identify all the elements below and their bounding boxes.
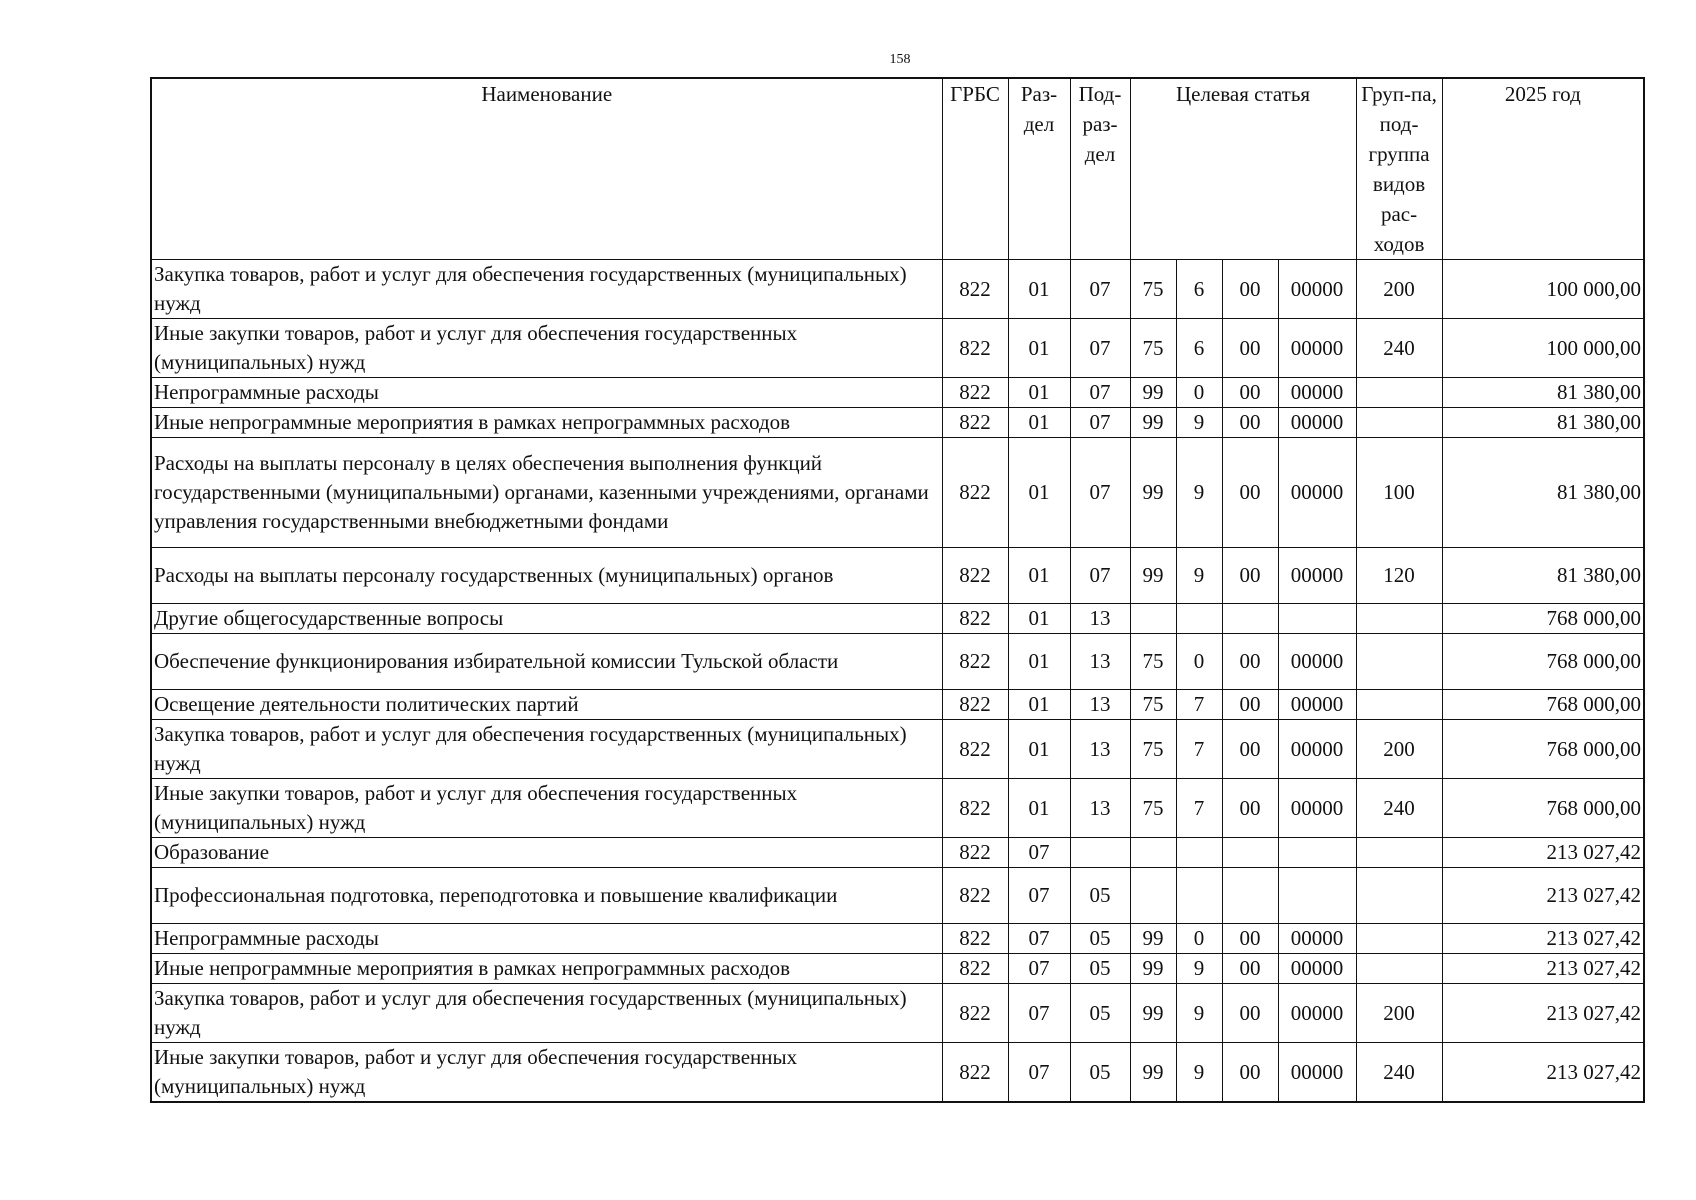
cell-target-direction: 00000	[1278, 260, 1356, 319]
cell-grbs: 822	[942, 548, 1008, 604]
cell-grbs: 822	[942, 1043, 1008, 1103]
cell-target-event: 00	[1222, 438, 1278, 548]
cell-target-event: 00	[1222, 319, 1278, 378]
header-podrazdel: Под-раз-дел	[1070, 78, 1130, 260]
cell-expense-group	[1356, 634, 1442, 690]
table-row	[151, 634, 1644, 690]
cell-target-subprogram: 9	[1176, 984, 1222, 1043]
cell-podrazdel: 05	[1070, 1043, 1130, 1103]
cell-amount-2025: 81 380,00	[1442, 548, 1644, 604]
table-row	[151, 438, 1644, 548]
cell-amount-2025: 81 380,00	[1442, 378, 1644, 408]
cell-grbs: 822	[942, 260, 1008, 319]
cell-name: Расходы на выплаты персоналу в целях обеспечения выполнения функций государственными (муниципальными) органами, казенными учреждениями, органами управления государственными внебюджетными фондами	[151, 438, 942, 548]
cell-name: Другие общегосударственные вопросы	[151, 604, 942, 634]
table-row	[151, 378, 1644, 408]
cell-name: Иные закупки товаров, работ и услуг для обеспечения государственных (муниципальных) нужд	[151, 319, 942, 378]
cell-target-event: 00	[1222, 779, 1278, 838]
cell-amount-2025: 81 380,00	[1442, 438, 1644, 548]
cell-razdel: 01	[1008, 319, 1070, 378]
cell-razdel: 01	[1008, 634, 1070, 690]
cell-target-direction: 00000	[1278, 690, 1356, 720]
cell-name: Иные закупки товаров, работ и услуг для обеспечения государственных (муниципальных) нужд	[151, 779, 942, 838]
cell-target-program: 75	[1130, 720, 1176, 779]
cell-razdel: 01	[1008, 690, 1070, 720]
cell-grbs: 822	[942, 720, 1008, 779]
cell-target-event	[1222, 838, 1278, 868]
cell-target-subprogram	[1176, 838, 1222, 868]
cell-target-program: 75	[1130, 634, 1176, 690]
header-name: Наименование	[151, 78, 942, 260]
cell-target-subprogram: 0	[1176, 634, 1222, 690]
cell-target-program: 99	[1130, 378, 1176, 408]
cell-podrazdel: 13	[1070, 690, 1130, 720]
cell-target-program: 99	[1130, 408, 1176, 438]
cell-podrazdel: 07	[1070, 260, 1130, 319]
cell-target-direction	[1278, 604, 1356, 634]
cell-razdel: 07	[1008, 924, 1070, 954]
header-expense-group: Груп-па, под-группа видов рас-ходов	[1356, 78, 1442, 260]
cell-target-program: 99	[1130, 438, 1176, 548]
cell-target-direction: 00000	[1278, 924, 1356, 954]
cell-expense-group	[1356, 924, 1442, 954]
cell-podrazdel: 05	[1070, 924, 1130, 954]
table-row	[151, 319, 1644, 378]
cell-name: Закупка товаров, работ и услуг для обеспечения государственных (муниципальных) нужд	[151, 720, 942, 779]
cell-target-event: 00	[1222, 954, 1278, 984]
cell-target-subprogram: 6	[1176, 260, 1222, 319]
cell-target-direction	[1278, 868, 1356, 924]
cell-razdel: 07	[1008, 984, 1070, 1043]
page-number: 158	[889, 52, 911, 67]
cell-target-subprogram	[1176, 868, 1222, 924]
cell-name: Непрограммные расходы	[151, 378, 942, 408]
cell-razdel: 01	[1008, 408, 1070, 438]
cell-podrazdel: 07	[1070, 408, 1130, 438]
cell-target-direction: 00000	[1278, 984, 1356, 1043]
cell-podrazdel: 13	[1070, 720, 1130, 779]
cell-target-event: 00	[1222, 690, 1278, 720]
cell-podrazdel: 13	[1070, 604, 1130, 634]
header-grbs: ГРБС	[942, 78, 1008, 260]
cell-target-event: 00	[1222, 720, 1278, 779]
cell-target-program: 99	[1130, 984, 1176, 1043]
cell-expense-group	[1356, 690, 1442, 720]
cell-grbs: 822	[942, 438, 1008, 548]
cell-name: Освещение деятельности политических партий	[151, 690, 942, 720]
cell-target-direction: 00000	[1278, 319, 1356, 378]
cell-grbs: 822	[942, 408, 1008, 438]
table-row	[151, 924, 1644, 954]
cell-target-subprogram: 7	[1176, 690, 1222, 720]
cell-podrazdel: 07	[1070, 378, 1130, 408]
cell-target-subprogram: 7	[1176, 720, 1222, 779]
cell-podrazdel: 07	[1070, 319, 1130, 378]
cell-expense-group: 100	[1356, 438, 1442, 548]
cell-expense-group: 240	[1356, 1043, 1442, 1103]
table-row	[151, 408, 1644, 438]
cell-grbs: 822	[942, 838, 1008, 868]
cell-target-subprogram: 9	[1176, 408, 1222, 438]
cell-target-program: 75	[1130, 779, 1176, 838]
cell-target-program: 75	[1130, 260, 1176, 319]
cell-target-event: 00	[1222, 408, 1278, 438]
cell-razdel: 07	[1008, 868, 1070, 924]
cell-target-program	[1130, 868, 1176, 924]
cell-razdel: 01	[1008, 604, 1070, 634]
cell-amount-2025: 213 027,42	[1442, 838, 1644, 868]
cell-target-subprogram: 7	[1176, 779, 1222, 838]
cell-expense-group: 240	[1356, 319, 1442, 378]
cell-target-direction: 00000	[1278, 1043, 1356, 1103]
cell-target-program: 99	[1130, 1043, 1176, 1103]
cell-target-subprogram: 9	[1176, 954, 1222, 984]
cell-grbs: 822	[942, 924, 1008, 954]
cell-name: Закупка товаров, работ и услуг для обеспечения государственных (муниципальных) нужд	[151, 260, 942, 319]
cell-amount-2025: 213 027,42	[1442, 954, 1644, 984]
table-row	[151, 984, 1644, 1043]
cell-amount-2025: 768 000,00	[1442, 690, 1644, 720]
cell-target-direction	[1278, 838, 1356, 868]
cell-target-direction: 00000	[1278, 378, 1356, 408]
header-razdel: Раз-дел	[1008, 78, 1070, 260]
cell-razdel: 01	[1008, 779, 1070, 838]
cell-expense-group	[1356, 604, 1442, 634]
cell-razdel: 07	[1008, 954, 1070, 984]
cell-target-program: 75	[1130, 690, 1176, 720]
cell-amount-2025: 213 027,42	[1442, 924, 1644, 954]
cell-podrazdel: 13	[1070, 779, 1130, 838]
cell-grbs: 822	[942, 690, 1008, 720]
cell-target-subprogram: 9	[1176, 1043, 1222, 1103]
cell-amount-2025: 100 000,00	[1442, 319, 1644, 378]
header-year-2025: 2025 год	[1442, 78, 1644, 260]
table-row	[151, 260, 1644, 319]
cell-target-program	[1130, 604, 1176, 634]
table-row	[151, 604, 1644, 634]
cell-target-event: 00	[1222, 984, 1278, 1043]
cell-target-direction: 00000	[1278, 634, 1356, 690]
cell-target-event: 00	[1222, 924, 1278, 954]
table-row	[151, 548, 1644, 604]
cell-expense-group	[1356, 954, 1442, 984]
cell-target-direction: 00000	[1278, 548, 1356, 604]
cell-name: Иные непрограммные мероприятия в рамках непрограммных расходов	[151, 408, 942, 438]
table-row	[151, 1043, 1644, 1103]
cell-target-event	[1222, 604, 1278, 634]
table-row	[151, 779, 1644, 838]
cell-razdel: 01	[1008, 260, 1070, 319]
cell-grbs: 822	[942, 634, 1008, 690]
cell-razdel: 01	[1008, 438, 1070, 548]
cell-target-event: 00	[1222, 378, 1278, 408]
cell-target-program: 99	[1130, 548, 1176, 604]
cell-razdel: 07	[1008, 838, 1070, 868]
cell-podrazdel: 07	[1070, 438, 1130, 548]
cell-name: Закупка товаров, работ и услуг для обеспечения государственных (муниципальных) нужд	[151, 984, 942, 1043]
table-row	[151, 954, 1644, 984]
cell-podrazdel: 05	[1070, 868, 1130, 924]
header-target-article: Целевая статья	[1130, 78, 1356, 260]
cell-podrazdel: 13	[1070, 634, 1130, 690]
cell-podrazdel: 07	[1070, 548, 1130, 604]
cell-amount-2025: 768 000,00	[1442, 779, 1644, 838]
cell-target-event: 00	[1222, 260, 1278, 319]
cell-target-direction: 00000	[1278, 779, 1356, 838]
cell-target-event: 00	[1222, 1043, 1278, 1103]
table-row	[151, 868, 1644, 924]
cell-target-program: 75	[1130, 319, 1176, 378]
cell-name: Иные закупки товаров, работ и услуг для обеспечения государственных (муниципальных) нужд	[151, 1043, 942, 1103]
table-row	[151, 690, 1644, 720]
cell-target-subprogram: 9	[1176, 548, 1222, 604]
cell-amount-2025: 100 000,00	[1442, 260, 1644, 319]
cell-amount-2025: 213 027,42	[1442, 984, 1644, 1043]
cell-grbs: 822	[942, 954, 1008, 984]
cell-target-event: 00	[1222, 634, 1278, 690]
cell-amount-2025: 213 027,42	[1442, 1043, 1644, 1103]
cell-razdel: 01	[1008, 720, 1070, 779]
table-header-row	[151, 78, 1644, 260]
cell-target-direction: 00000	[1278, 954, 1356, 984]
cell-grbs: 822	[942, 378, 1008, 408]
cell-target-subprogram: 6	[1176, 319, 1222, 378]
cell-podrazdel: 05	[1070, 984, 1130, 1043]
cell-name: Иные непрограммные мероприятия в рамках непрограммных расходов	[151, 954, 942, 984]
cell-expense-group: 120	[1356, 548, 1442, 604]
cell-expense-group	[1356, 868, 1442, 924]
cell-grbs: 822	[942, 779, 1008, 838]
cell-razdel: 01	[1008, 548, 1070, 604]
cell-target-event: 00	[1222, 548, 1278, 604]
cell-expense-group	[1356, 378, 1442, 408]
cell-razdel: 01	[1008, 378, 1070, 408]
cell-target-subprogram: 9	[1176, 438, 1222, 548]
cell-expense-group: 200	[1356, 984, 1442, 1043]
cell-target-subprogram: 0	[1176, 924, 1222, 954]
cell-amount-2025: 768 000,00	[1442, 634, 1644, 690]
table-body	[151, 260, 1644, 1103]
cell-name: Образование	[151, 838, 942, 868]
cell-amount-2025: 213 027,42	[1442, 868, 1644, 924]
cell-target-subprogram	[1176, 604, 1222, 634]
cell-target-direction: 00000	[1278, 438, 1356, 548]
table-row	[151, 838, 1644, 868]
cell-amount-2025: 768 000,00	[1442, 604, 1644, 634]
cell-expense-group	[1356, 838, 1442, 868]
cell-podrazdel: 05	[1070, 954, 1130, 984]
cell-name: Обеспечение функционирования избирательной комиссии Тульской области	[151, 634, 942, 690]
cell-target-program	[1130, 838, 1176, 868]
cell-target-program: 99	[1130, 954, 1176, 984]
cell-expense-group: 240	[1356, 779, 1442, 838]
cell-razdel: 07	[1008, 1043, 1070, 1103]
cell-target-direction: 00000	[1278, 408, 1356, 438]
cell-target-event	[1222, 868, 1278, 924]
cell-grbs: 822	[942, 604, 1008, 634]
budget-table	[150, 77, 1645, 1103]
table-row	[151, 720, 1644, 779]
cell-target-program: 99	[1130, 924, 1176, 954]
cell-grbs: 822	[942, 984, 1008, 1043]
cell-grbs: 822	[942, 319, 1008, 378]
cell-expense-group	[1356, 408, 1442, 438]
cell-expense-group: 200	[1356, 260, 1442, 319]
cell-target-subprogram: 0	[1176, 378, 1222, 408]
cell-amount-2025: 81 380,00	[1442, 408, 1644, 438]
cell-amount-2025: 768 000,00	[1442, 720, 1644, 779]
cell-expense-group: 200	[1356, 720, 1442, 779]
cell-name: Расходы на выплаты персоналу государственных (муниципальных) органов	[151, 548, 942, 604]
cell-grbs: 822	[942, 868, 1008, 924]
cell-podrazdel	[1070, 838, 1130, 868]
cell-name: Непрограммные расходы	[151, 924, 942, 954]
cell-target-direction: 00000	[1278, 720, 1356, 779]
cell-name: Профессиональная подготовка, переподготовка и повышение квалификации	[151, 868, 942, 924]
